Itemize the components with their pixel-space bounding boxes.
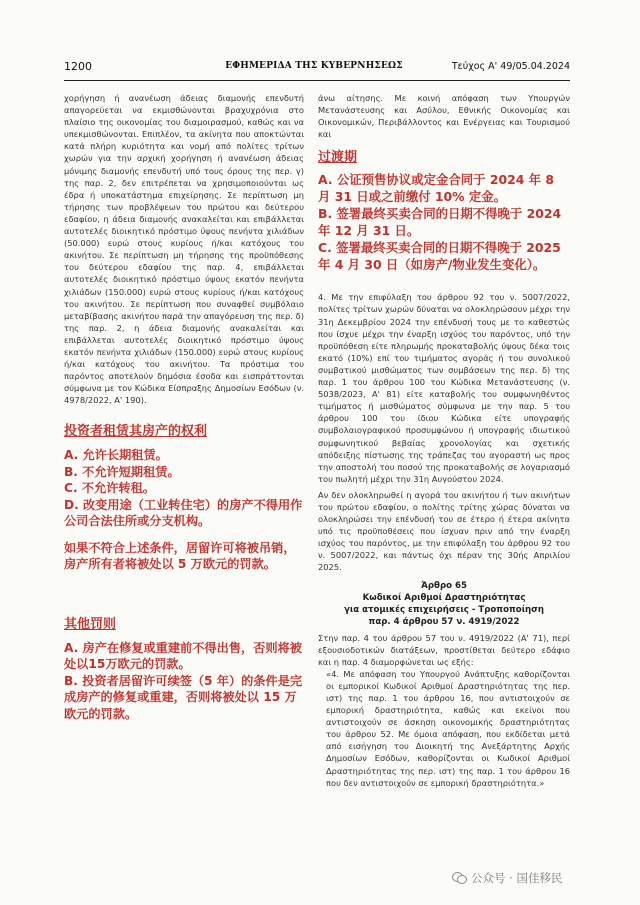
greek-paragraph <box>318 632 570 789</box>
greek-text: χορήγηση ή ανανέωση άδειας διαμονής επενδυτή απαγορεύεται να εκμισθώνονται βραχυχρόνια στο πλαίσιο της οικονομίας του διαμοιρασμού, καθώς και να υπεκμισθώνονται. Επιπλέον, τα ακίνητα που αποκτώνται κατά πλήρη κυριότητα και νομή από πολίτες τρίτων χωρών για την αρχική χορήγηση ή ανανέωση άδειας μόνιμης διαμονής επενδυτή υπό τους όρους της περ. γ) της παρ. 2, δεν επιτρέπεται να χρησιμοποιούνται ως έδρα ή υποκατάστημα επιχείρησης. Σε περίπτωση μη τήρησης των προβλέψεων του πρώτου και δεύτερου εδαφίου, η άδεια διαμονής ανακαλείται και επιβάλλεται αυτοτελές διοικητικό πρόστιμο ύψους πενήντα χιλιάδων (50.000) ευρώ στους κυρίους ή/και κατόχους του ακινήτου. Σε περίπτωση μη τήρησης της προϋπόθεσης του δεύτερου εδαφίου της παρ. 4, επιβάλλεται αυτοτελές διοικητικό πρόστιμο ύψους εκατόν πενήντα χιλιάδων (150.000) ευρώ στους κυρίους ή/και κατόχους του ακινήτου. Σε περίπτωση που συναφθεί συμβόλαιο μεταβίβασης ακινήτου παρά την απαγόρευση της περ. δ) της παρ. 2, η άδεια διαμονής ανακαλείται και επιβάλλεται αυτοτελές διοικητικό πρόστιμο ύψους εκατόν πενήντα χιλιάδων (150.000) ευρώ στους κυρίους ή/και κατόχους του ακινήτου. Τα πρόστιμα του παρόντος αποτελούν δημόσια έσοδα και εισπράττονται σύμφωνα με τον Κώδικα Είσπραξης Δημοσίων Εσόδων (ν. 4978/2022, Α' 190). <box>64 93 304 406</box>
transition-list <box>318 171 570 273</box>
list-item: C. 签署最终买卖合同的日期不得晚于 2025 年 4 月 30 日（如房产/物业发生变化）。 <box>318 240 561 273</box>
right-column <box>318 92 570 789</box>
penalty-text: 如果不符合上述条件，居留许可将被吊销，房产所有者将被处以 5 万欧元的罚款。 <box>64 540 296 572</box>
greek-paragraph <box>318 291 570 573</box>
list-item: A. 允许长期租赁。 <box>64 448 168 463</box>
watermark-text: 公众号 · 国佳移民 <box>471 871 563 885</box>
article-title: Άρθρο 65 <box>421 580 467 591</box>
greek-paragraph <box>318 92 570 140</box>
section-title-lease-rights: 投资者租赁其房产的权利 <box>64 424 208 440</box>
left-column <box>64 92 304 732</box>
greek-text: άνω αίτησης. Με κοινή απόφαση των Υπουργών Μετανάστευσης και Ασύλου, Εθνικής Οικονομίας και Οικονομικών, Περιβάλλοντος και Ενέργειας και Τουρισμού και <box>318 93 570 140</box>
greek-text: 4. Με την επιφύλαξη του άρθρου 92 του ν. 5007/2022, πολίτες τρίτων χωρών δύναται να ολοκληρώσουν μέχρι την 31η Δεκεμβρίου 2024 την επένδυσή τους με το καθεστώς που ίσχυε μέχρι την έναρξη ισχύος του παρόντος, υπό την προϋπόθεση είτε πληρωμής προκαταβολής ύψους δέκα τοις εκατό (10%) επί του τιμήματος αγοράς ή του συνολικού συμβατικού μισθώματος των συμβάσεων της περ. δ) της παρ. 1 του άρθρου 100 του Κώδικα Μετανάστευσης (ν. 5038/2023, Α' 81) είτε καταβολής του συμφωνηθέντος τιμήματος ή μισθώματος σύμφωνα με την παρ. 5 του άρθρου 100 του ίδιου Κώδικα είτε υπογραφής συμβολαιογραφικού προσυμφώνου ή υπογραφής ιδιωτικού συμφωνητικού βεβαίας χρονολογίας και σχετικής απόδειξης πίστωσης της τράπεζας του αγοραστή ως προς την αποστολή του ποσού της προκαταβολής σε λογαριασμό του πωλητή μέχρι την 31η Αυγούστου 2024. <box>318 292 570 484</box>
section-title-other-penalties: 其他罚则 <box>64 616 117 632</box>
list-item: B. 签署最终买卖合同的日期不得晚于 2024 年 12 月 31 日。 <box>318 206 562 239</box>
article-subtitle: Κωδικοί Αριθμοί Δραστηριότητας <box>362 592 526 603</box>
section-title-transition: 过渡期 <box>318 150 358 166</box>
lease-rights-list <box>64 447 304 530</box>
article-subtitle: παρ. 4 άρθρου 57 ν. 4919/2022 <box>368 616 520 627</box>
page-number: 1200 <box>64 60 92 73</box>
greek-text: Αν δεν ολοκληρωθεί η αγορά του ακινήτου ή των ακινήτων του πρώτου εδαφίου, ο πολίτης τρίτης χώρας δύναται να ολοκληρώσει την επένδυσή του σε έτερο ή έτερα ακίνητα υπό τις προϋποθέσεις που ίσχυαν πριν από την έναρξη ισχύος του παρόντος, με την επιφύλαξη του άρθρου 92 του ν. 5007/2022, και πάντως όχι πέραν της 30ής Απριλίου 2025. <box>318 489 570 573</box>
gazette-title: ΕΦΗΜΕΡΙΔΑ ΤΗΣ ΚΥΒΕΡΝΗΣΕΩΣ <box>225 61 403 71</box>
watermark <box>452 870 562 886</box>
issue-label: Τεύχος Α' 49/05.04.2024 <box>451 61 570 72</box>
wechat-icon <box>452 872 467 884</box>
page-header <box>64 58 570 81</box>
other-penalties-list <box>64 640 304 723</box>
list-item: B. 投资者居留许可续签（5 年）的条件是完成房产的修复或重建，否则将被处以 15 万欧元的罚款。 <box>64 673 303 721</box>
penalty-paragraph <box>64 540 304 573</box>
list-item: B. 不允许短期租赁。 <box>64 464 180 479</box>
greek-quote: «4. Με απόφαση του Υπουργού Ανάπτυξης καθορίζονται οι εμπορικοί Κωδικοί Αριθμοί Δραστηριότητας της περ. ιστ) της παρ. 1 του άρθρου 16, που αντιστοιχούν σε εμπορική δραστηριότητα, καθώς και εκείνοι που αντιστοιχούν σε άσκηση οικονομικής δραστηριότητας του άρθρου 52. Με όμοια απόφαση, που εκδίδεται μετά από εισήγηση του Διοικητή της Ανεξάρτητης Αρχής Δημοσίων Εσόδων, καθορίζονται οι Κωδικοί Αριθμοί Δραστηριότητας της περ. ιστ) της παρ. 1 του άρθρου 16 που δεν αντιστοιχούν σε εμπορική δραστηριότητα.» <box>326 668 570 788</box>
greek-paragraph <box>64 92 304 406</box>
greek-text: Στην παρ. 4 του άρθρου 57 του ν. 4919/2022 (Α' 71), περί εξουσιοδοτικών διατάξεων, προστίθεται δεύτερο εδάφιο και η παρ. 4 διαμορφώνεται ως εξής: <box>318 632 570 667</box>
article-heading <box>318 580 570 628</box>
list-item: C. 不允许转租。 <box>64 481 155 496</box>
list-item: A. 房产在修复或重建前不得出售，否则将被处以15万欧元的罚款。 <box>64 640 302 672</box>
article-subtitle: για ατομικές επιχειρήσεις - Τροποποίηση <box>344 604 544 615</box>
list-item: D. 改变用途（工业转住宅）的房产不得用作公司合法住所或分支机构。 <box>64 497 303 529</box>
list-item: A. 公证预售协议或定金合同于 2024 年 8 月 31 日或之前缴付 10% 定金。 <box>318 172 554 205</box>
